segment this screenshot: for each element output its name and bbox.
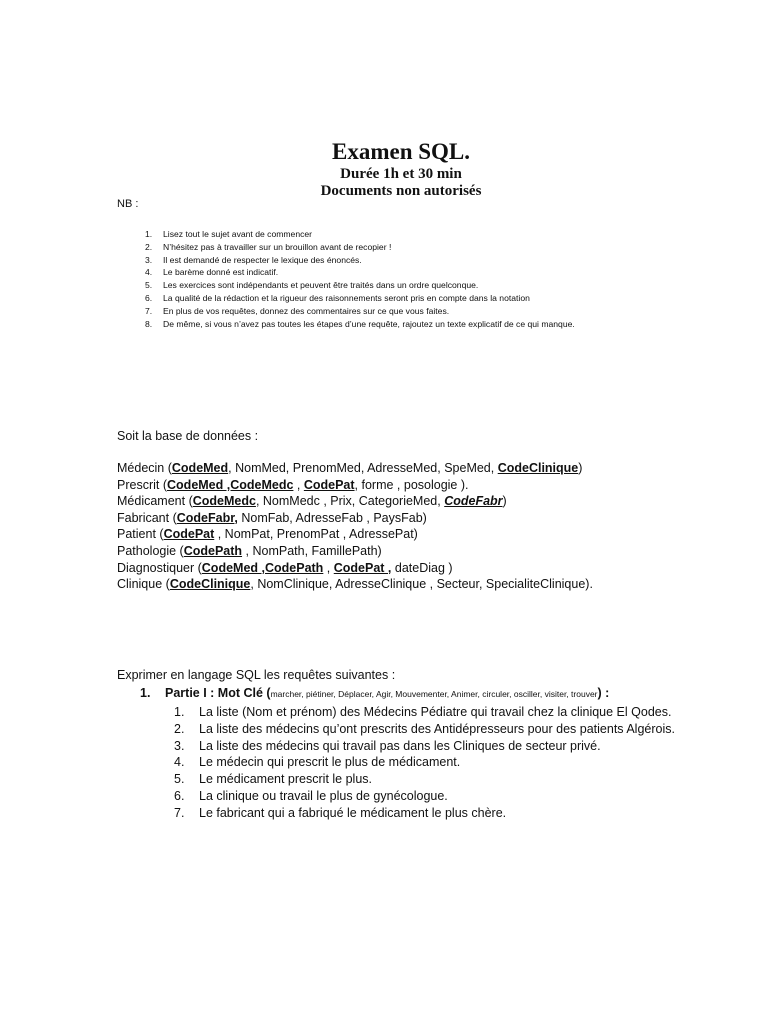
rule-number: 8. <box>145 318 153 329</box>
relation-attributes: dateDiag ) <box>391 560 453 575</box>
question-number: 2. <box>174 721 185 736</box>
primary-key: CodeMed ,CodeMedc <box>167 477 294 492</box>
title-block <box>0 138 768 200</box>
rules-list <box>130 228 750 330</box>
question-text: Le fabricant qui a fabriqué le médicament le plus chère. <box>199 805 507 820</box>
relation-patient: Patient (CodePat , NomPat, PrenomPat , AdressePat) <box>117 527 418 542</box>
relation-name: Fabricant <box>117 510 170 525</box>
rule-text: N’hésitez pas à travailler sur un brouillon avant de recopier ! <box>163 241 392 252</box>
part-heading <box>140 686 760 700</box>
relation-attributes: NomFab, AdresseFab , PaysFab) <box>237 510 427 525</box>
rule-text: En plus de vos requêtes, donnez des commentaires sur ce que vous faites. <box>163 305 450 316</box>
foreign-key: CodeClinique <box>497 461 579 475</box>
rule-text: Lisez tout le sujet avant de commencer <box>163 229 313 239</box>
question-item <box>174 771 734 788</box>
relation-name: Patient <box>117 527 156 542</box>
question-text: La liste (Nom et prénom) des Médecins Pédiatre qui travail chez la clinique El Qodes. <box>199 705 672 719</box>
primary-key: CodePat <box>163 527 215 542</box>
relation-name: Médecin <box>117 461 165 475</box>
rule-text: La qualité de la rédaction et la rigueur des raisonnements seront pris en compte dans la notation <box>163 292 530 303</box>
relation-name: Clinique <box>117 577 163 592</box>
relation-medecin: Médecin (CodeMed, NomMed, PrenomMed, AdresseMed, SpeMed, CodeClinique) <box>117 461 583 475</box>
question-number: 3. <box>174 738 185 753</box>
rule-item <box>130 241 750 254</box>
primary-key: CodePat <box>303 477 355 492</box>
rule-number: 6. <box>145 292 153 303</box>
relation-clinique: Clinique (CodeClinique, NomClinique, AdresseClinique , Secteur, SpecialiteClinique). <box>117 577 593 592</box>
primary-key: CodeMed ,CodePath <box>201 560 324 575</box>
relation-attributes: , NomMed, PrenomMed, AdresseMed, SpeMed, <box>228 461 498 475</box>
question-text: La liste des médecins qui travail pas dans les Cliniques de secteur privé. <box>199 738 601 753</box>
rule-item <box>130 305 750 318</box>
relation-attributes: , NomClinique, AdresseClinique , Secteur, SpecialiteClinique). <box>250 577 593 592</box>
relation-medicament: Médicament (CodeMedc, NomMedc , Prix, CategorieMed, CodeFabr) <box>117 494 507 509</box>
rule-text: Il est demandé de respecter le lexique des énoncés. <box>163 254 362 265</box>
rule-number: 7. <box>145 305 153 316</box>
relation-fabricant: Fabricant (CodeFabr, NomFab, AdresseFab , PaysFab) <box>117 510 427 525</box>
question-number: 7. <box>174 805 185 820</box>
relation-attributes: , NomPat, PrenomPat , AdressePat) <box>214 527 418 542</box>
relation-name: Diagnostiquer <box>117 560 195 575</box>
part-number: 1. <box>140 686 151 700</box>
database-schema <box>117 460 757 593</box>
sql-prompt: Exprimer en langage SQL les requêtes suivantes : <box>117 668 396 682</box>
question-number: 4. <box>174 755 185 770</box>
relation-pathologie: Pathologie (CodePath , NomPath, FamillePath) <box>117 543 382 558</box>
rule-text: Le barème donné est indicatif. <box>163 267 279 278</box>
database-intro: Soit la base de données : <box>117 429 259 443</box>
part-keywords: marcher, piétiner, Déplacer, Agir, Mouvementer, Animer, circuler, osciller, visiter, trouver <box>270 689 598 699</box>
nb-label: NB : <box>117 198 139 210</box>
relation-name: Prescrit <box>117 477 160 492</box>
questions-list <box>174 704 734 822</box>
question-item <box>174 754 734 771</box>
primary-key: CodeClinique <box>169 577 251 592</box>
question-item <box>174 788 734 805</box>
foreign-key: CodeFabr <box>444 494 503 509</box>
question-text: La liste des médecins qu’ont prescrits des Antidépresseurs pour des patients Algérois. <box>199 721 675 736</box>
question-text: Le médicament prescrit le plus. <box>199 772 372 787</box>
rule-number: 3. <box>145 254 153 265</box>
primary-key: CodeMed <box>171 461 229 475</box>
rule-number: 2. <box>145 241 153 252</box>
primary-key: CodeMedc <box>192 494 256 509</box>
rule-number: 5. <box>145 280 153 291</box>
rule-item <box>130 254 750 267</box>
question-number: 1. <box>174 705 185 719</box>
question-item <box>174 704 734 721</box>
question-item <box>174 805 734 822</box>
exam-documents: Documents non autorisés <box>320 183 482 199</box>
question-item <box>174 721 734 738</box>
rule-item <box>130 279 750 292</box>
relation-name: Médicament <box>117 494 186 509</box>
exam-duration: Durée 1h et 30 min <box>340 166 462 182</box>
rule-number: 4. <box>145 267 153 278</box>
part-label: Partie I : Mot Clé ( <box>165 686 271 700</box>
rule-item <box>130 228 750 241</box>
rule-number: 1. <box>145 229 153 239</box>
primary-key: CodePath <box>183 543 243 558</box>
question-item <box>174 738 734 755</box>
rule-item <box>130 292 750 305</box>
question-number: 5. <box>174 772 185 787</box>
question-number: 6. <box>174 788 185 803</box>
relation-diagnostiquer: Diagnostiquer (CodeMed ,CodePath , CodePat , dateDiag ) <box>117 560 453 575</box>
question-text: La clinique ou travail le plus de gynécologue. <box>199 788 448 803</box>
rule-text: De même, si vous n’avez pas toutes les étapes d’une requête, rajoutez un texte explicatif de ce qui manque. <box>163 318 575 329</box>
primary-key: CodeFabr, <box>176 510 238 525</box>
relation-prescrit: Prescrit (CodeMed ,CodeMedc , CodePat, forme , posologie ). <box>117 477 469 492</box>
rule-item <box>130 318 750 331</box>
rule-text: Les exercices sont indépendants et peuvent être traités dans un ordre quelconque. <box>163 280 479 291</box>
part-close: ) : <box>597 686 610 700</box>
relation-attributes: , forme , posologie ). <box>354 477 469 492</box>
question-text: Le médecin qui prescrit le plus de médicament. <box>199 755 461 770</box>
relation-name: Pathologie <box>117 543 177 558</box>
primary-key: CodePat , <box>333 560 392 575</box>
exam-title: Examen SQL. <box>331 139 471 164</box>
relation-attributes: , NomPath, FamillePath) <box>242 543 382 558</box>
relation-attributes: , NomMedc , Prix, CategorieMed, <box>255 494 445 509</box>
rule-item <box>130 266 750 279</box>
